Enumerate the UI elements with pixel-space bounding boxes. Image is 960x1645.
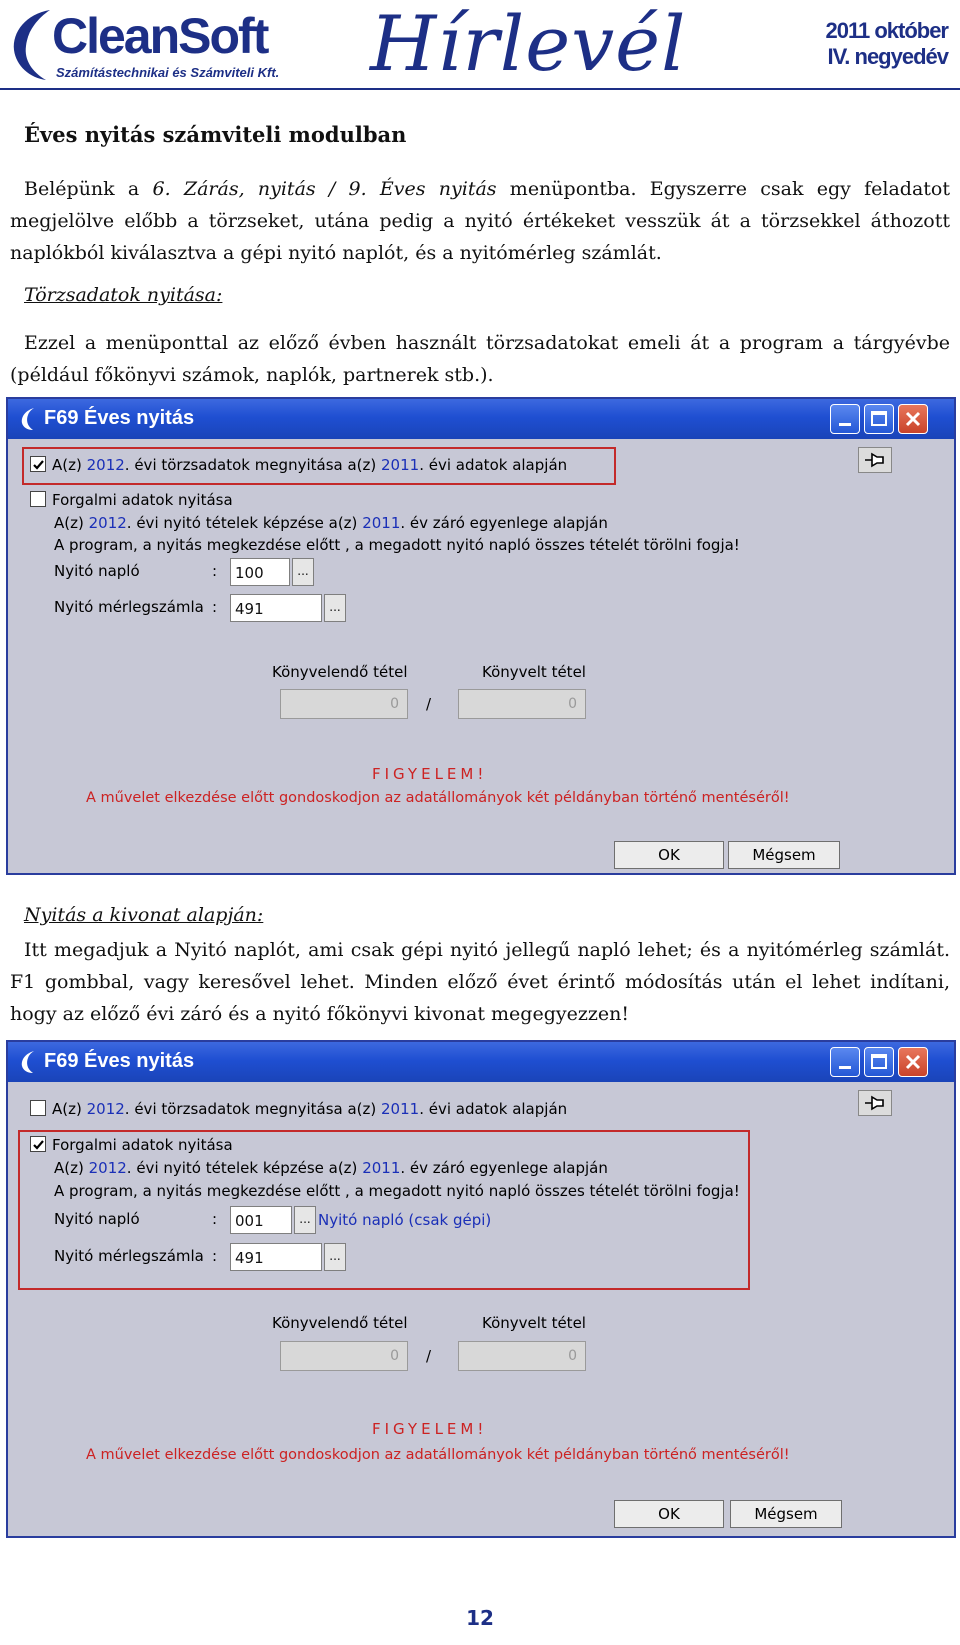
dialog-titlebar[interactable] [8,1042,954,1082]
to-book-count: 0 [280,1341,408,1371]
option-master-data[interactable]: A(z) 2012. évi törzsadatok megnyitása a(z) 2011. évi adatok alapján [30,1100,567,1118]
minimize-button[interactable] [830,1047,860,1077]
journal-lookup-button[interactable]: ... [294,1206,316,1234]
newsletter-header [0,0,960,92]
annual-opening-dialog-1: F69 Éves nyitás A(z) 2012. évi törzsadatok megnyitása a(z) 2011. évi adatok alapján Forgalmi adatok nyitása A(z) 2012. évi nyitó tételek képzése a(z) 2011. év záró egyenlege alapján A program, a nyitás megkezdése előtt , a megadott nyitó napló összes tételét törölni fogja! Nyitó napló : 100 ... Nyitó mérlegszámla : 491 ... Könyvelendő tétel Könyvelt tétel 0 / 0 FIGYELEM! A művelet elkezdése előtt gondoskodjon az adatállományok két példányban történő mentéséről! OK Mégsem [6,397,956,875]
issue-month: 2011 október [825,18,948,43]
to-book-label: Könyvelendő tétel [272,1314,408,1332]
close-button[interactable] [898,1047,928,1077]
pin-icon [863,451,887,469]
opening-journal-input[interactable]: 100 [230,558,290,586]
minimize-icon [831,405,859,433]
maximize-icon [865,1048,893,1076]
minimize-icon [831,1048,859,1076]
maximize-icon [865,405,893,433]
opening-statement-text: Itt megadjuk a Nyitó naplót, ami csak gépi nyitó jellegű napló lehet; és a nyitómérleg számlát. F1 gombbal, vagy keresővel lehet. Minden előző évet érintő módosítás után el lehet indítani, hogy az előző évi záró és a nyitó főkönyvi kivonat megegyezzen! [10,939,950,1025]
opening-journal-label: Nyitó napló [54,562,140,580]
account-lookup-button[interactable]: ... [324,1243,346,1271]
ok-button[interactable]: OK [614,1500,724,1528]
minimize-button[interactable] [830,404,860,434]
close-button[interactable] [898,404,928,434]
issue-quarter: IV. negyedév [827,44,948,69]
booked-label: Könyvelt tétel [482,1314,586,1332]
dialog-title: F69 Éves nyitás [44,407,195,429]
intro-menu-path: 6. Zárás, nyitás / 9. Éves nyitás [152,178,497,200]
opening-account-input[interactable]: 491 [230,1243,322,1271]
checkbox-master-data[interactable] [30,456,46,472]
turnover-description: A(z) 2012. évi nyitó tételek képzése a(z) 2011. év záró egyenlege alapján [54,1159,608,1177]
option-turnover-data[interactable]: Forgalmi adatok nyitása [30,491,233,509]
booked-count: 0 [458,689,586,719]
maximize-button[interactable] [864,1047,894,1077]
journal-description: Nyitó napló (csak gépi) [318,1211,492,1229]
opening-journal-input[interactable]: 001 [230,1206,292,1234]
master-data-text: Ezzel a menüponttal az előző évben használt törzsadatokat emeli át a program a tárgyévbe (például főkönyvi számok, naplók, partnerek stb.). [10,332,950,386]
opening-account-label: Nyitó mérlegszámla [54,598,204,616]
pin-button[interactable] [858,447,892,473]
app-icon [18,1049,38,1075]
warning-title: FIGYELEM! [372,765,488,783]
logo-name: CleanSoft [52,8,268,64]
intro-paragraph [10,173,950,269]
deletion-warning: A program, a nyitás megkezdése előtt , a megadott nyitó napló összes tételét törölni fogja! [54,1182,740,1200]
intro-text-start: Belépünk a [24,178,153,200]
to-book-label: Könyvelendő tétel [272,663,408,681]
checkmark-icon [32,1138,45,1151]
turnover-description: A(z) 2012. évi nyitó tételek képzése a(z) 2011. év záró egyenlege alapján [54,514,608,532]
section-title: Éves nyitás számviteli modulban [24,122,407,147]
pin-button[interactable] [858,1090,892,1116]
opening-statement-paragraph [10,934,950,1030]
cleansoft-logo [6,4,280,86]
cancel-button[interactable]: Mégsem [728,841,840,869]
app-icon [18,406,38,432]
warning-message: A művelet elkezdése előtt gondoskodjon az adatállományok két példányban történő mentéséről! [86,790,790,806]
deletion-warning: A program, a nyitás megkezdése előtt , a megadott nyitó napló összes tételét törölni fogja! [54,536,740,554]
close-icon [899,1048,927,1076]
pin-icon [863,1094,887,1112]
account-lookup-button[interactable]: ... [324,594,346,622]
header-divider [0,88,960,90]
dialog-title: F69 Éves nyitás [44,1050,195,1072]
dialog-titlebar[interactable] [8,399,954,439]
ok-button[interactable]: OK [614,841,724,869]
opening-account-label: Nyitó mérlegszámla [54,1247,204,1265]
journal-lookup-button[interactable]: ... [292,558,314,586]
annual-opening-dialog-2: F69 Éves nyitás A(z) 2012. évi törzsadatok megnyitása a(z) 2011. évi adatok alapján Forgalmi adatok nyitása A(z) 2012. évi nyitó tételek képzése a(z) 2011. év záró egyenlege alapján A program, a nyitás megkezdése előtt , a megadott nyitó napló összes tételét törölni fogja! Nyitó napló : 001 ... Nyitó napló (csak gépi) Nyitó mérlegszámla : 491 ... Könyvelendő tétel Könyvelt tétel 0 / 0 FIGYELEM! A művelet elkezdése előtt gondoskodjon az adatállományok két példányban történő mentéséről! OK Mégsem [6,1040,956,1538]
checkbox-master-data[interactable] [30,1100,46,1116]
close-icon [899,405,927,433]
master-data-paragraph [10,327,950,391]
to-book-count: 0 [280,689,408,719]
opening-account-input[interactable]: 491 [230,594,322,622]
option-master-data[interactable]: A(z) 2012. évi törzsadatok megnyitása a(z) 2011. évi adatok alapján [30,456,567,474]
checkbox-turnover-data[interactable] [30,1136,46,1152]
booked-label: Könyvelt tétel [482,663,586,681]
warning-title: FIGYELEM! [372,1420,488,1438]
logo-subtitle: Számítástechnikai és Számviteli Kft. [56,65,280,80]
subtitle-opening-by-statement: Nyitás a kivonat alapján: [24,904,264,926]
booked-count: 0 [458,1341,586,1371]
warning-message: A művelet elkezdése előtt gondoskodjon az adatállományok két példányban történő mentéséről! [86,1447,790,1463]
opening-journal-label: Nyitó napló [54,1210,140,1228]
checkbox-turnover-data[interactable] [30,491,46,507]
intro-text-rest: menüpontba. Egyszerre csak egy feladatot megjelölve előbb a törzseket, utána pedig a nyitó értékeket vesszük át a törzsekkel áthozott naplókból kiválasztva a gépi nyitó naplót, és a nyitómérleg számlát. [10,178,950,264]
cancel-button[interactable]: Mégsem [730,1500,842,1528]
maximize-button[interactable] [864,404,894,434]
checkmark-icon [32,458,45,471]
page-number: 12 [466,1606,494,1630]
issue-date [825,18,948,70]
newsletter-title: Hírlevél [370,0,687,88]
subtitle-master-data: Törzsadatok nyitása: [24,284,223,306]
option-turnover-data[interactable]: Forgalmi adatok nyitása [30,1136,233,1154]
